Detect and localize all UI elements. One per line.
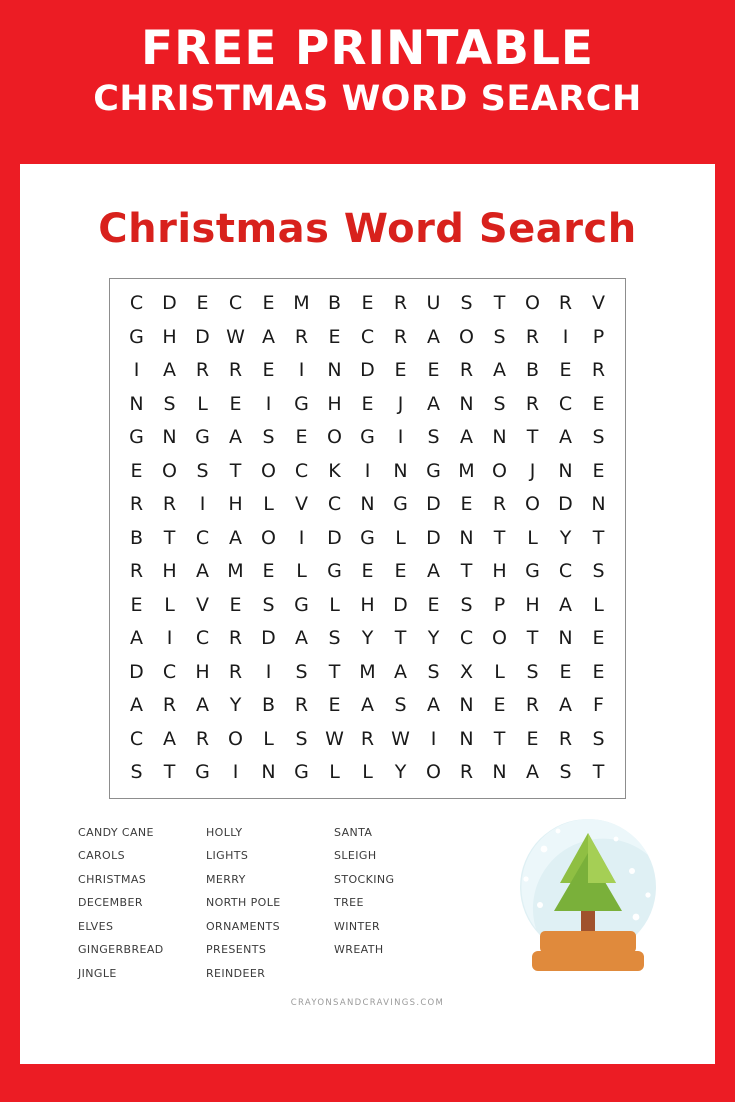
grid-cell[interactable]: G	[360, 426, 375, 448]
word-list-item: CHRISTMAS	[78, 872, 147, 886]
grid-cell[interactable]: G	[195, 761, 210, 783]
grid-cell[interactable]: S	[460, 292, 473, 314]
grid-cell[interactable]: N	[459, 727, 474, 750]
word-list-item: ELVES	[78, 919, 114, 933]
grid-row	[120, 622, 615, 656]
grid-cell[interactable]: N	[459, 694, 474, 716]
grid-cell[interactable]: E	[559, 660, 572, 683]
grid-cell[interactable]: O	[525, 292, 540, 314]
grid-cell[interactable]: A	[229, 526, 242, 549]
word-list-item: HOLLY	[206, 825, 243, 839]
grid-cell[interactable]: S	[493, 325, 506, 348]
grid-cell[interactable]: F	[593, 694, 604, 716]
grid-cell[interactable]: S	[295, 727, 308, 750]
grid-cell[interactable]: H	[195, 660, 210, 683]
grid-cell[interactable]: I	[265, 392, 272, 415]
grid-cell[interactable]: E	[328, 325, 341, 348]
grid-cell[interactable]: S	[262, 593, 275, 616]
grid-cell[interactable]: A	[196, 694, 209, 716]
word-list-item: CANDY CANE	[78, 825, 154, 839]
grid-cell[interactable]: T	[328, 660, 341, 683]
grid-cell[interactable]: N	[327, 359, 342, 381]
word-list-item: MERRY	[206, 872, 246, 886]
banner-headline-primary: FREE PRINTABLE	[141, 21, 594, 76]
grid-cell[interactable]: A	[493, 359, 506, 381]
grid-cell[interactable]: R	[294, 325, 309, 348]
grid-cell[interactable]: R	[459, 761, 474, 783]
grid-cell[interactable]: E	[592, 627, 605, 649]
word-list-column-1	[78, 821, 206, 986]
grid-cell[interactable]: Y	[559, 526, 572, 549]
grid-cell[interactable]: E	[592, 392, 605, 415]
word-list-item: GINGERBREAD	[78, 943, 164, 957]
grid-cell[interactable]: E	[526, 727, 539, 750]
grid-cell[interactable]: A	[559, 426, 572, 448]
grid-cell[interactable]: O	[459, 325, 474, 348]
grid-cell[interactable]: R	[393, 292, 408, 314]
grid-cell[interactable]: S	[427, 426, 440, 448]
grid-cell[interactable]: H	[162, 325, 177, 348]
grid-cell[interactable]: W	[226, 325, 245, 348]
grid-cell[interactable]: J	[397, 392, 404, 415]
grid-cell[interactable]: N	[591, 493, 606, 515]
grid-cell[interactable]: E	[427, 359, 440, 381]
grid-cell[interactable]: R	[525, 694, 540, 716]
grid-cell[interactable]: A	[427, 560, 440, 582]
grid-cell[interactable]: O	[492, 627, 507, 649]
grid-cell[interactable]: T	[460, 560, 473, 582]
grid-row	[120, 388, 615, 422]
grid-cell[interactable]: H	[162, 560, 177, 582]
grid-cell[interactable]: L	[494, 660, 505, 683]
grid-cell[interactable]: T	[526, 627, 539, 649]
grid-cell[interactable]: S	[460, 593, 473, 616]
grid-cell[interactable]: A	[460, 426, 473, 448]
grid-cell[interactable]: I	[265, 660, 272, 683]
grid-cell[interactable]: E	[361, 560, 374, 582]
grid-cell[interactable]: E	[460, 493, 473, 515]
grid-cell[interactable]: M	[458, 459, 475, 482]
grid-cell[interactable]: A	[130, 627, 143, 649]
credit-text: CRAYONSANDCRAVINGS.COM	[290, 997, 445, 1008]
grid-cell[interactable]: H	[228, 493, 243, 515]
grid-cell[interactable]: R	[558, 292, 573, 314]
grid-cell[interactable]: E	[559, 359, 572, 381]
grid-cell[interactable]: L	[395, 526, 406, 549]
grid-cell[interactable]: T	[592, 526, 605, 549]
grid-cell[interactable]: E	[328, 694, 341, 716]
grid-cell[interactable]: V	[295, 493, 308, 515]
banner-headline-secondary: CHRISTMAS WORD SEARCH	[93, 78, 642, 119]
grid-cell[interactable]: R	[195, 727, 210, 750]
grid-cell[interactable]: E	[592, 660, 605, 683]
grid-cell[interactable]: L	[527, 526, 538, 549]
worksheet-title: Christmas Word Search	[98, 206, 637, 252]
worksheet-footer	[20, 821, 715, 1008]
grid-cell[interactable]: R	[162, 694, 177, 716]
grid-cell[interactable]: S	[526, 660, 539, 683]
grid-cell[interactable]: M	[359, 660, 376, 683]
grid-cell[interactable]: C	[228, 292, 243, 314]
grid-cell[interactable]: S	[130, 761, 143, 783]
grid-cell[interactable]: T	[163, 526, 176, 549]
grid-cell[interactable]: I	[199, 493, 206, 515]
grid-cell[interactable]: R	[525, 392, 540, 415]
grid-cell[interactable]: Y	[229, 694, 242, 716]
grid-cell[interactable]: G	[525, 560, 540, 582]
grid-cell[interactable]: R	[129, 560, 144, 582]
grid-cell[interactable]: R	[492, 493, 507, 515]
grid-cell[interactable]: S	[559, 761, 572, 783]
grid-cell[interactable]: B	[261, 694, 276, 716]
grid-cell[interactable]: I	[430, 727, 437, 750]
grid-cell[interactable]: A	[130, 694, 143, 716]
grid-cell[interactable]: T	[394, 627, 407, 649]
grid-cell[interactable]: W	[325, 727, 344, 750]
grid-cell[interactable]: R	[459, 359, 474, 381]
word-list-item: WREATH	[334, 943, 384, 957]
grid-cell[interactable]: I	[298, 526, 305, 549]
grid-cell[interactable]: O	[228, 727, 243, 750]
word-search-grid-wrap	[20, 278, 715, 799]
word-list-item: LIGHTS	[206, 849, 249, 863]
grid-cell[interactable]: O	[525, 493, 540, 515]
grid-cell[interactable]: C	[129, 292, 144, 314]
grid-cell[interactable]: O	[426, 761, 441, 783]
word-list-item: DECEMBER	[78, 896, 143, 910]
grid-cell[interactable]: L	[593, 593, 604, 616]
grid-cell[interactable]: N	[459, 392, 474, 415]
grid-cell[interactable]: E	[361, 292, 374, 314]
grid-cell[interactable]: D	[426, 526, 441, 549]
grid-cell[interactable]: E	[493, 694, 506, 716]
grid-cell[interactable]: I	[397, 426, 404, 448]
grid-row	[120, 287, 615, 321]
grid-cell[interactable]: D	[129, 660, 144, 683]
grid-cell[interactable]: S	[592, 560, 605, 582]
grid-cell[interactable]: A	[526, 761, 539, 783]
grid-row	[120, 756, 615, 790]
grid-cell[interactable]: A	[163, 359, 176, 381]
grid-cell[interactable]: C	[360, 325, 375, 348]
grid-cell[interactable]: T	[493, 292, 506, 314]
grid-cell[interactable]: N	[261, 761, 276, 783]
grid-cell[interactable]: S	[493, 392, 506, 415]
grid-cell[interactable]: I	[166, 627, 173, 649]
grid-cell[interactable]: E	[427, 593, 440, 616]
grid-cell[interactable]: G	[129, 426, 144, 448]
grid-row	[120, 723, 615, 757]
grid-cell[interactable]: E	[361, 392, 374, 415]
word-list-item: JINGLE	[78, 967, 117, 981]
grid-cell[interactable]: S	[328, 627, 341, 649]
word-list-item: NORTH POLE	[206, 896, 281, 910]
grid-cell[interactable]: N	[162, 426, 177, 448]
grid-cell[interactable]: C	[558, 560, 573, 582]
word-list-item: SLEIGH	[334, 849, 377, 863]
grid-cell[interactable]: N	[360, 493, 375, 515]
snow-globe-icon	[496, 809, 681, 984]
grid-cell[interactable]: A	[427, 694, 440, 716]
grid-cell[interactable]: Y	[394, 761, 407, 783]
grid-cell[interactable]: I	[232, 761, 239, 783]
grid-cell[interactable]: R	[294, 694, 309, 716]
grid-cell[interactable]: G	[294, 392, 309, 415]
grid-cell[interactable]: E	[130, 593, 143, 616]
grid-cell[interactable]: G	[327, 560, 342, 582]
grid-cell[interactable]: E	[229, 392, 242, 415]
grid-cell[interactable]: B	[525, 359, 540, 381]
grid-cell[interactable]: H	[327, 392, 342, 415]
grid-cell[interactable]: G	[294, 761, 309, 783]
grid-cell[interactable]: S	[427, 660, 440, 683]
grid-cell[interactable]: C	[195, 627, 210, 649]
grid-cell[interactable]: L	[263, 493, 274, 515]
grid-cell[interactable]: L	[296, 560, 307, 582]
poster-banner	[0, 0, 735, 137]
grid-cell[interactable]: A	[427, 392, 440, 415]
grid-cell[interactable]: E	[262, 292, 275, 314]
grid-cell[interactable]: I	[298, 359, 305, 381]
grid-row	[120, 421, 615, 455]
grid-cell[interactable]: N	[393, 459, 408, 482]
grid-cell[interactable]: A	[394, 660, 407, 683]
grid-cell[interactable]: A	[229, 426, 242, 448]
word-search-grid[interactable]	[109, 278, 626, 799]
word-list-column-2	[206, 821, 334, 986]
grid-cell[interactable]: N	[129, 392, 144, 415]
word-list-item: STOCKING	[334, 872, 395, 886]
grid-cell[interactable]: S	[592, 426, 605, 448]
grid-cell[interactable]: D	[261, 627, 276, 649]
grid-cell[interactable]: H	[360, 593, 375, 616]
grid-cell[interactable]: C	[558, 392, 573, 415]
grid-cell[interactable]: E	[394, 560, 407, 582]
grid-cell[interactable]: N	[492, 426, 507, 448]
grid-cell[interactable]: E	[394, 359, 407, 381]
word-list-column-3	[334, 821, 462, 963]
grid-row	[120, 555, 615, 589]
grid-cell[interactable]: R	[195, 359, 210, 381]
grid-cell[interactable]: P	[493, 593, 506, 616]
grid-cell[interactable]: R	[591, 359, 606, 381]
grid-cell[interactable]: T	[229, 459, 242, 482]
grid-cell[interactable]: A	[295, 627, 308, 649]
grid-cell[interactable]: E	[130, 459, 143, 482]
grid-cell[interactable]: T	[493, 526, 506, 549]
grid-cell[interactable]: D	[195, 325, 210, 348]
grid-cell[interactable]: G	[129, 325, 144, 348]
word-list-item: WINTER	[334, 919, 381, 933]
grid-cell[interactable]: O	[261, 526, 276, 549]
word-list-item: CAROLS	[78, 849, 126, 863]
grid-cell[interactable]: A	[262, 325, 275, 348]
grid-cell[interactable]: H	[525, 593, 540, 616]
grid-cell[interactable]: L	[164, 593, 175, 616]
word-list-item: ORNAMENTS	[206, 919, 281, 933]
grid-cell[interactable]: C	[294, 459, 309, 482]
grid-cell[interactable]: R	[525, 325, 540, 348]
grid-cell[interactable]: O	[162, 459, 177, 482]
grid-cell[interactable]: E	[262, 560, 275, 582]
grid-cell[interactable]: Y	[427, 627, 440, 649]
grid-cell[interactable]: S	[262, 426, 275, 448]
grid-cell[interactable]: T	[592, 761, 605, 783]
grid-cell[interactable]: Y	[361, 627, 374, 649]
grid-cell[interactable]: D	[360, 359, 375, 381]
grid-cell[interactable]: R	[558, 727, 573, 750]
grid-cell[interactable]: N	[558, 459, 573, 482]
grid-row	[120, 321, 615, 355]
grid-cell[interactable]: I	[364, 459, 371, 482]
word-list-item: REINDEER	[206, 967, 266, 981]
grid-cell[interactable]: N	[492, 761, 507, 783]
grid-cell[interactable]: S	[163, 392, 176, 415]
grid-cell[interactable]: C	[129, 727, 144, 750]
grid-cell[interactable]: R	[228, 660, 243, 683]
grid-cell[interactable]: G	[360, 526, 375, 549]
grid-cell[interactable]: D	[426, 493, 441, 515]
grid-cell[interactable]: R	[360, 727, 375, 750]
grid-cell[interactable]: A	[559, 593, 572, 616]
grid-row	[120, 455, 615, 489]
grid-cell[interactable]: W	[391, 727, 410, 750]
grid-cell[interactable]: C	[162, 660, 177, 683]
grid-cell[interactable]: C	[327, 493, 342, 515]
grid-cell[interactable]: D	[327, 526, 342, 549]
grid-cell[interactable]: S	[295, 660, 308, 683]
grid-cell[interactable]: A	[163, 727, 176, 750]
grid-cell[interactable]: T	[493, 727, 506, 750]
grid-cell[interactable]: A	[559, 694, 572, 716]
grid-cell[interactable]: L	[329, 761, 340, 783]
grid-cell[interactable]: M	[293, 292, 310, 314]
grid-cell[interactable]: L	[362, 761, 373, 783]
grid-cell[interactable]: D	[558, 493, 573, 515]
grid-cell[interactable]: N	[558, 627, 573, 649]
grid-cell[interactable]: L	[263, 727, 274, 750]
grid-cell[interactable]: N	[459, 526, 474, 549]
grid-row	[120, 589, 615, 623]
grid-cell[interactable]: D	[162, 292, 177, 314]
grid-cell[interactable]: H	[492, 560, 507, 582]
grid-cell[interactable]: E	[229, 593, 242, 616]
grid-cell[interactable]: G	[294, 593, 309, 616]
grid-row	[120, 689, 615, 723]
grid-cell[interactable]: T	[163, 761, 176, 783]
grid-cell[interactable]: B	[129, 526, 144, 549]
grid-cell[interactable]: P	[592, 325, 605, 348]
grid-cell[interactable]: S	[394, 694, 407, 716]
grid-cell[interactable]: U	[426, 292, 441, 314]
grid-cell[interactable]: A	[361, 694, 374, 716]
grid-cell[interactable]: G	[393, 493, 408, 515]
grid-cell[interactable]: C	[459, 627, 474, 649]
grid-cell[interactable]: R	[162, 493, 177, 515]
grid-row	[120, 488, 615, 522]
grid-cell[interactable]: R	[228, 627, 243, 649]
grid-cell[interactable]: V	[592, 292, 605, 314]
grid-cell[interactable]: A	[196, 560, 209, 582]
grid-cell[interactable]: K	[328, 459, 341, 482]
grid-cell[interactable]: E	[592, 459, 605, 482]
grid-cell[interactable]: R	[228, 359, 243, 381]
word-list-item: PRESENTS	[206, 943, 267, 957]
grid-row	[120, 522, 615, 556]
grid-cell[interactable]: I	[562, 325, 569, 348]
worksheet-sheet	[20, 164, 715, 1064]
word-list-item: TREE	[334, 896, 364, 910]
grid-cell[interactable]: J	[529, 459, 536, 482]
grid-cell[interactable]: I	[133, 359, 140, 381]
grid-cell[interactable]: M	[227, 560, 244, 582]
grid-cell[interactable]: T	[526, 426, 539, 448]
grid-cell[interactable]: S	[592, 727, 605, 750]
grid-row	[120, 656, 615, 690]
grid-cell[interactable]: V	[196, 593, 209, 616]
grid-cell[interactable]: A	[427, 325, 440, 348]
grid-cell[interactable]: O	[492, 459, 507, 482]
grid-cell[interactable]: G	[426, 459, 441, 482]
grid-cell[interactable]: E	[196, 292, 209, 314]
grid-cell[interactable]: E	[295, 426, 308, 448]
grid-cell[interactable]: X	[459, 660, 474, 683]
grid-row	[120, 354, 615, 388]
word-list-item: SANTA	[334, 825, 373, 839]
grid-cell[interactable]: D	[393, 593, 408, 616]
grid-cell[interactable]: L	[329, 593, 340, 616]
grid-cell[interactable]: C	[195, 526, 210, 549]
grid-cell[interactable]: L	[197, 392, 208, 415]
grid-cell[interactable]: R	[393, 325, 408, 348]
grid-cell[interactable]: S	[196, 459, 209, 482]
grid-cell[interactable]: G	[195, 426, 210, 448]
grid-cell[interactable]: R	[129, 493, 144, 515]
grid-cell[interactable]: O	[327, 426, 342, 448]
grid-cell[interactable]: E	[262, 359, 275, 381]
grid-cell[interactable]: B	[327, 292, 342, 314]
grid-cell[interactable]: O	[261, 459, 276, 482]
